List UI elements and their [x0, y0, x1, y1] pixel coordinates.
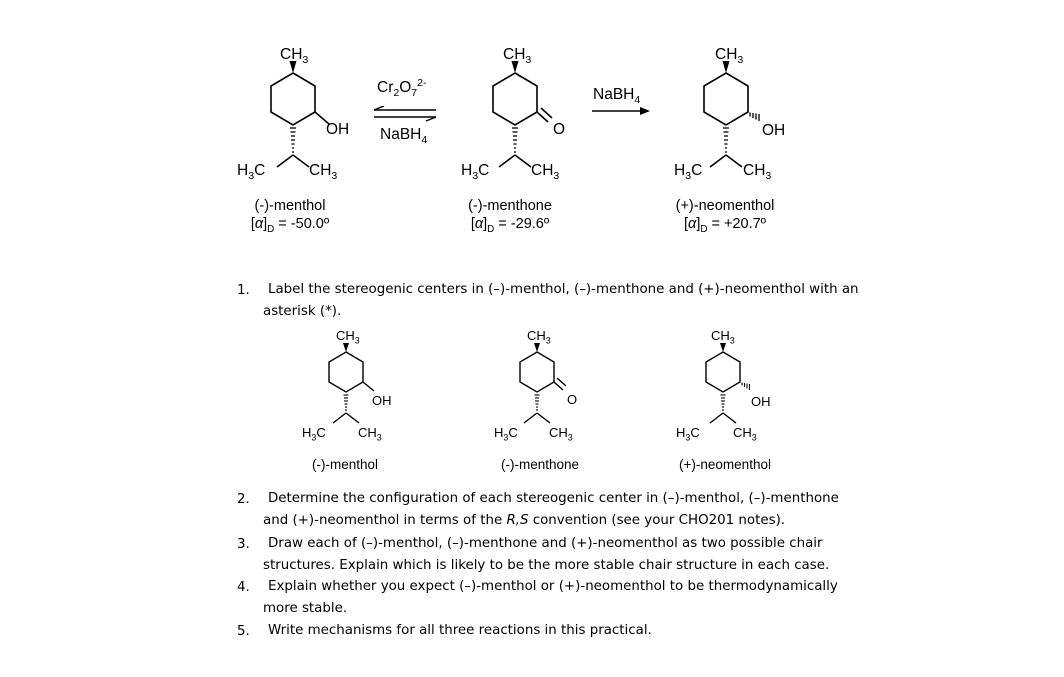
- o-label: O: [553, 121, 566, 138]
- small-neomenthol-name: (+)-neomenthol: [679, 457, 771, 472]
- h3c-label: $H_3C$: [302, 425, 326, 443]
- equilibrium-arrows: [370, 106, 442, 122]
- ch3-right-label: $CH_3$: [531, 162, 560, 183]
- menthone-structure: [455, 40, 585, 190]
- neomenthol-structure: [665, 40, 805, 190]
- ch3-label: $CH_3$: [503, 46, 532, 67]
- small-menthol-structure: [295, 325, 415, 455]
- question-5-text: Write mechanisms for all three reactions in this practical.: [268, 623, 652, 638]
- ch3-label: $CH_3$: [280, 46, 309, 67]
- small-neomenthol-structure: [675, 325, 795, 455]
- small-menthol-name: (-)-menthol: [311, 457, 378, 472]
- oh-label: OH: [762, 122, 786, 139]
- h3c-label: $H_3C$: [461, 162, 490, 183]
- h3c-label: $H_3C$: [674, 162, 703, 183]
- oh-label: OH: [372, 393, 392, 408]
- ch3-right-label: $CH_3$: [309, 162, 338, 183]
- ch3-right-label: $CH_3$: [733, 425, 757, 443]
- ch3-right-label: $CH_3$: [743, 162, 772, 183]
- ch3-label: $CH_3$: [715, 46, 744, 67]
- menthol-rotation: $[\alpha]_D$ = -50.0º: [250, 216, 330, 235]
- question-3-number: 3.: [237, 537, 250, 552]
- reductant-forward-label: NaBH$_4$: [593, 86, 641, 107]
- menthone-rotation: $[\alpha]_D$ = -29.6º: [470, 216, 550, 235]
- question-4-text: Explain whether you expect (–)-menthol or (+)-neomenthol to be thermodynamically more stable.: [263, 579, 838, 616]
- menthol-name: (-)-menthol: [254, 198, 326, 214]
- question-4-number: 4.: [237, 580, 250, 595]
- h3c-label: $H_3C$: [237, 162, 266, 183]
- o-label: O: [567, 392, 578, 407]
- neomenthol-rotation: $[\alpha]_D$ = +20.7º: [684, 216, 766, 235]
- ch3-label: $CH_3$: [527, 328, 551, 346]
- menthone-name: (-)-menthone: [468, 198, 552, 214]
- reductant-reverse-label: NaBH$_4$: [380, 126, 428, 147]
- ch3-right-label: $CH_3$: [549, 425, 573, 443]
- ch3-label: $CH_3$: [711, 328, 735, 346]
- question-3-text: Draw each of (–)-menthol, (–)-menthone and (+)-neomenthol as two possible chair structures. Explain which is likely to be the more stable chair structure in each case.: [263, 536, 830, 573]
- oh-label: OH: [751, 394, 771, 409]
- oxidant-label: $Cr_2O_7^{2-}$: [377, 76, 427, 100]
- question-1-number: 1.: [237, 283, 250, 298]
- ch3-label: $CH_3$: [336, 328, 360, 346]
- question-2-number: 2.: [237, 492, 250, 507]
- forward-arrow: [590, 105, 654, 117]
- oh-label: OH: [326, 121, 350, 138]
- question-2-text: Determine the configuration of each stereogenic center in (–)-menthol, (–)-menthone and (+)-neomenthol in terms of the R,S convention (see your CHO201 notes).: [263, 491, 839, 528]
- neomenthol-name: (+)-neomenthol: [675, 198, 775, 214]
- small-menthone-structure: [485, 325, 605, 455]
- ch3-right-label: $CH_3$: [358, 425, 382, 443]
- menthol-structure: [225, 40, 355, 190]
- small-menthone-name: (-)-menthone: [500, 457, 580, 472]
- h3c-label: $H_3C$: [676, 425, 700, 443]
- question-1-text: Label the stereogenic centers in (–)-menthol, (–)-menthone and (+)-neomenthol with an asterisk (*).: [263, 282, 859, 319]
- question-5-number: 5.: [237, 624, 250, 639]
- h3c-label: $H_3C$: [494, 425, 518, 443]
